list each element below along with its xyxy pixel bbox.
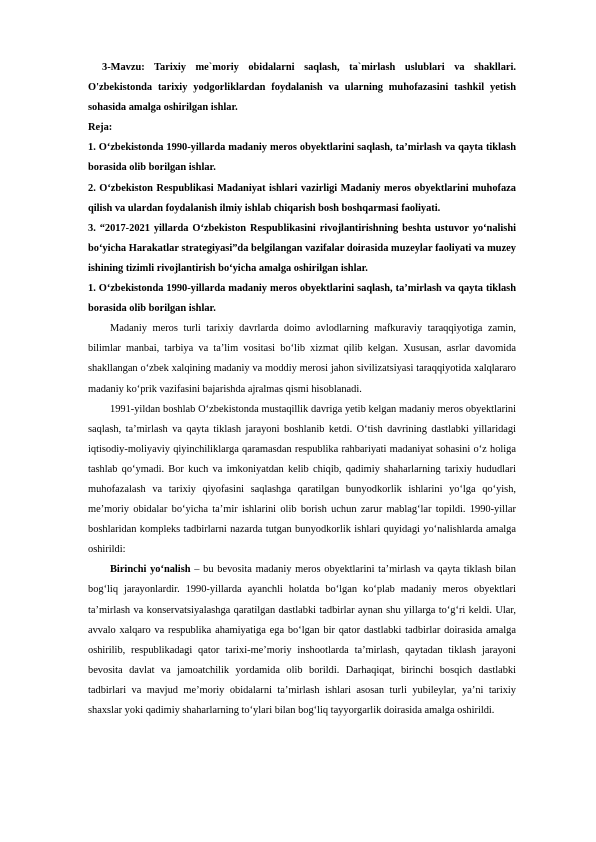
body-paragraph-1: Madaniy meros turli tarixiy davrlarda doimo avlodlarning mafkuraviy taraqqiyotiga zamin, bilimlar manbai, tarbiya va ta’lim vositasi bo‘lib xizmat qilib kelgan. Xususan, asrlar davomida shakllangan o‘zbek xalqining madaniy va moddiy merosi jahon sivilizatsiyasi taraqqiyotida xalqlararo madaniy ko‘prik vazifasini bajarishda ajralmas qismi hisoblanadi.	[88, 323, 516, 395]
topic-title: 3-Mavzu: Tarixiy me`moriy obidalarni saqlash, ta`mirlash uslublari va shakllari. O'zbekistonda tarixiy yodgorliklardan foydalanish va ularning muhofazasini tashkil yetish sohasida amalga oshirilgan ishlar.	[88, 62, 516, 114]
paragraph-lead-term: Birinchi yo‘nalish	[110, 564, 191, 576]
section-heading: 1. O‘zbekistonda 1990-yillarda madaniy meros obyektlarini saqlash, ta’mirlash va qayta tiklash borasida olib borilgan ishlar.	[88, 283, 516, 315]
body-paragraph-3	[88, 560, 516, 721]
paragraph-3-text: – bu bevosita madaniy meros obyektlarini ta’mirlash va qayta tiklash bilan bog‘liq jarayonlardir. 1990-yillarda ayanchli holatda bo‘lgan ko‘plab madaniy meros obyektlari ta’mirlash va konservatsiyalashga qaratilgan dastlabki tadbirlar aynan shu yillarga to‘g‘ri keldi. Ular, avvalo xalqaro va respublika ahamiyatiga ega bo‘lgan bir qator dastlabki tadbirlar doirasida amalga oshirilib, respublikadagi qator tarixi-me’moriy inshootlarda ta’mirlash, qaytadan tiklash jarayoni bevosita davlat va jamoatchilik yordamida olib borildi. Darhaqiqat, birinchi bosqich dastlabki tadbirlari va mavjud me’moriy obidalarni ta’mirlash ishlari asosan turli yubileylar, ya’ni tarixiy shaxslar yoki qadimiy shaharlarning to‘ylari bilan bog‘liq tayyorgarlik doirasida amalga oshirildi.	[88, 564, 516, 716]
plan-label: Reja:	[88, 122, 113, 134]
body-paragraph-2: 1991-yildan boshlab O‘zbekistonda mustaqillik davriga yetib kelgan madaniy meros obyektlarini saqlash, ta’mirlash va qayta tiklash jarayoni boshlanib ketdi. O‘tish davrining dastlabki yillaridagi iqtisodiy-moliyaviy qiyinchiliklarga qaramasdan respublika rahbariyati madaniyat sohasini o‘z holiga tashlab qo‘ymadi. Bor kuch va imkoniyatdan kelib chiqib, qadimiy shaharlarning tarixiy hududlari muhofazalash va tarixiy qiyofasini saqlashga qaratilgan bunyodkorlik ishlarini yo‘lga qo‘yish, me’moriy obidalar bo‘yicha ta’mir ishlarini olib borish uchun zarur mablag‘lar topildi. 1990-yillar boshlaridan kompleks tadbirlarni nazarda tutgan bunyodkorlik ishlari quyidagi yo‘nalishlarda amalga oshirildi:	[88, 403, 516, 556]
plan-item-1: 1. O‘zbekistonda 1990-yillarda madaniy meros obyektlarini saqlash, ta’mirlash va qayta tiklash borasida olib borilgan ishlar.	[88, 142, 516, 174]
plan-item-2: 2. O‘zbekiston Respublikasi Madaniyat ishlari vazirligi Madaniy meros obyektlarini muhofaza qilish va ulardan foydalanish ilmiy ishlab chiqarish bosh boshqarmasi faoliyati.	[88, 182, 516, 214]
document-page	[88, 58, 516, 721]
plan-item-3: 3. “2017-2021 yillarda O‘zbekiston Respublikasini rivojlantirishning beshta ustuvor yo‘nalishi bo‘yicha Harakatlar strategiyasi”da belgilangan vazifalar doirasida muzeylar faoliyati va muzey ishining tizimli rivojlantirish bo‘yicha amalga oshirilgan ishlar.	[88, 222, 516, 274]
